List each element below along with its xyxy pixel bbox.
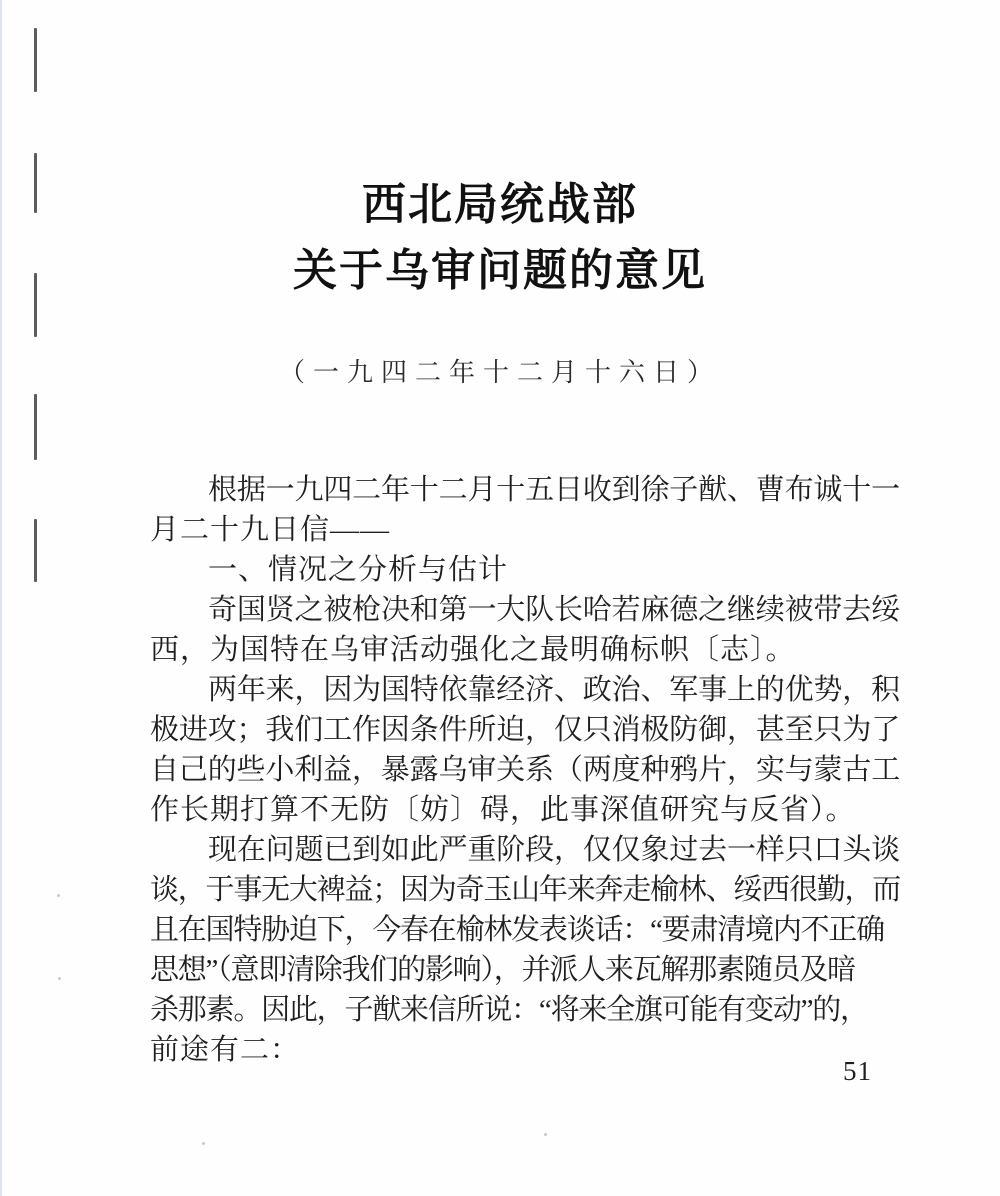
title-line-2: 关于乌审问题的意见 <box>293 246 707 295</box>
title-line-1: 西北局统战部 <box>362 180 638 229</box>
body-line: 奇国贤之被枪决和第一大队长哈若麻德之继续被带去绥 <box>208 594 900 626</box>
binding-mark <box>34 519 37 582</box>
body-line: 月二十九日信—— <box>150 514 391 546</box>
scan-speck <box>544 1133 547 1136</box>
binding-mark <box>34 394 37 460</box>
body-line: 一、情况之分析与估计 <box>208 554 509 586</box>
body-line: 谈，于事无大裨益；因为奇玉山年来奔走榆林、绥西很勤，而 <box>150 874 901 906</box>
body-line: 现在问题已到如此严重阶段，仅仅象过去一样只口头谈 <box>208 834 900 866</box>
body-line: 西，为国特在乌审活动强化之最明确标帜〔志〕。 <box>150 634 796 666</box>
body-line: 杀那素。因此，子猷来信所说：“将来全旗可能有变动”的， <box>150 994 868 1026</box>
body-line: 且在国特胁迫下，今春在榆林发表谈话：“要肃清境内不正确 <box>150 914 884 946</box>
body-line: 极进攻；我们工作因条件所迫，仅只消极防御，甚至只为了 <box>150 714 901 746</box>
body-line: 两年来，因为国特依靠经济、政治、军事上的优势，积 <box>208 674 900 706</box>
body-line: 自己的些小利益，暴露乌审关系（两度种鸦片，实与蒙古工 <box>150 754 901 786</box>
body-line: 前途有二： <box>150 1034 301 1066</box>
scan-speck <box>202 1142 205 1145</box>
body-line: 根据一九四二年十二月十五日收到徐子猷、曹布诚十一 <box>208 474 900 506</box>
scan-speck <box>58 977 61 980</box>
scan-speck <box>57 894 60 897</box>
document-date: （一九四二年十二月十六日） <box>278 358 721 387</box>
body-line: 思想”（意即清除我们的影响），并派人来瓦解那素随员及暗 <box>150 954 855 986</box>
page-number: 51 <box>843 1056 872 1086</box>
document-title <box>0 172 1000 304</box>
binding-mark <box>34 28 37 92</box>
body-line: 作长期打算不无防〔妨〕碍，此事深值研究与反省）。 <box>150 794 856 826</box>
body-text <box>150 470 930 1070</box>
